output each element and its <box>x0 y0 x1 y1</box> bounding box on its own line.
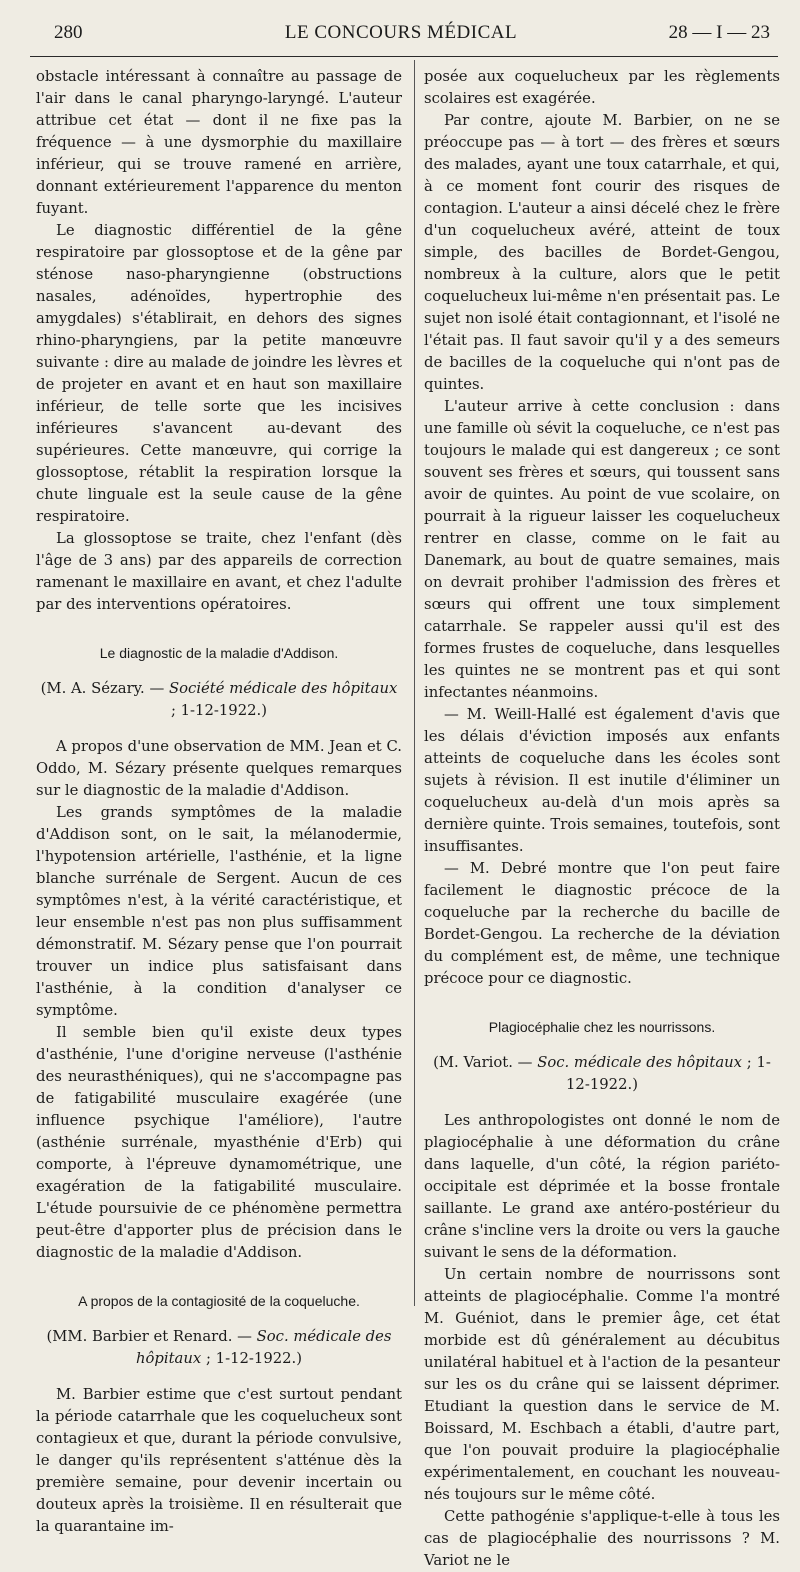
journal-title: LE CONCOURS MÉDICAL <box>284 22 518 43</box>
paragraph: A propos d'une observation de MM. Jean et C. Oddo, M. Sézary présente quelques remarques sur le diagnostic de la maladie d'Addison. <box>36 738 402 799</box>
paragraph: — M. Debré montre que l'on peut faire facilement le diagnostic précoce de la coqueluche par la recherche du bacille de Bordet-Gengou. La recherche de la déviation du complément est, de même, une technique précoce pour ce diagnostic. <box>424 860 780 987</box>
section-reference <box>424 1052 780 1096</box>
paragraph: Les grands symptômes de la maladie d'Addison sont, on le sait, la mélanodermie, l'hypotension artérielle, l'asthénie, et la ligne blanche surrénale de Sergent. Aucun de ces symptômes n'est, à la vérité caractéristique, et leur ensemble n'est pas non plus suffisamment démonstratif. M. Sézary pense que l'on pourrait trouver un indice plus satisfaisant dans l'asthénie, à la condition d'analyser ce symptôme. <box>36 804 402 1019</box>
paragraph: posée aux coquelucheux par les règlements scolaires est exagérée. <box>424 68 780 107</box>
reference-authors: (M. Variot. — <box>433 1054 533 1071</box>
section-title: A propos de la contagiosité de la coqueluche. <box>78 1293 360 1309</box>
paragraph: obstacle intéressant à connaître au passage de l'air dans le canal pharyngo-laryngé. L'auteur attribue cet état — dont il ne fixe pas la fréquence — à une dysmorphie du maxillaire inférieur, qui se trouve ramené en arrière, donnant extérieurement l'apparence du menton fuyant. <box>36 68 402 217</box>
issue-date: 28 — I — 23 <box>668 22 770 43</box>
column-divider <box>414 60 415 1306</box>
section-reference <box>36 678 402 722</box>
reference-society: Société médicale des hôpitaux <box>168 680 398 697</box>
header-rule <box>30 56 778 57</box>
paragraph: Le diagnostic différentiel de la gêne respiratoire par glossoptose et de la gêne par sténose naso-pharyngienne (obstructions nasales, adénoïdes, hypertrophie des amygdales) s'établirait, en dehors des signes rhino-pharyngiens, par la petite manœuvre suivante : dire au malade de joindre les lèvres et de projeter en avant et en haut son maxillaire inférieur, de telle sorte que les incisives inférieures s'avancent au-devant des supérieures. Cette manœuvre, qui corrige la glossoptose, rétablit la respiration lorsque la chute linguale est la seule cause de la gêne respiratoire. <box>36 222 402 525</box>
paragraph: Un certain nombre de nourrissons sont atteints de plagiocéphalie. Comme l'a montré M. Guéniot, dans le premier âge, cet état morbide est dû généralement au décubitus unilatéral habituel et à l'action de la pesanteur sur les os du crâne qui se laissent déprimer. Etudiant la question dans le service de M. Boissard, M. Eschbach a établi, d'autre part, que l'on pouvait produire la plagiocéphalie expérimentalement, en couchant les nouveau-nés toujours sur le même côté. <box>424 1266 780 1503</box>
paragraph: Cette pathogénie s'applique-t-elle à tous les cas de plagiocéphalie des nourrissons ? M. Variot ne le <box>424 1508 780 1569</box>
reference-date: ; 1-12-1922.) <box>205 1350 303 1367</box>
right-column <box>424 66 780 1572</box>
reference-authors: (MM. Barbier et Renard. — <box>46 1328 252 1345</box>
reference-authors: (M. A. Sézary. — <box>40 680 165 697</box>
paragraph: La glossoptose se traite, chez l'enfant (dès l'âge de 3 ans) par des appareils de correction ramenant le maxillaire en avant, et chez l'adulte par des interventions opératoires. <box>36 530 402 613</box>
page-number: 280 <box>54 22 83 43</box>
section-title: Le diagnostic de la maladie d'Addison. <box>99 645 339 661</box>
reference-date: ; 1-12-1922.) <box>566 1054 771 1093</box>
reference-society: Soc. médicale des hôpitaux <box>537 1054 743 1071</box>
reference-date: ; 1-12-1922.) <box>170 702 268 719</box>
paragraph: Par contre, ajoute M. Barbier, on ne se préoccupe pas — à tort — des frères et sœurs des malades, ayant une toux catarrhale, et qui, à ce moment font courir des risques de contagion. L'auteur a ainsi décelé chez le frère d'un coquelucheux avéré, atteint de toux simple, des bacilles de Bordet-Gengou, nombreux à la culture, alors que le petit coquelucheux lui-même n'en présentait pas. Le sujet non isolé était contagionnant, et l'isolé ne l'était pas. Il faut savoir qu'il y a des semeurs de bacilles de la coqueluche qui n'ont pas de quintes. <box>424 112 780 393</box>
section-title: Plagiocéphalie chez les nourrissons. <box>488 1019 716 1035</box>
reference-society: Soc. médicale des hôpitaux <box>135 1328 392 1367</box>
paragraph: — M. Weill-Hallé est également d'avis que les délais d'éviction imposés aux enfants atteints de coqueluche dans les écoles sont sujets à révision. Il est inutile d'éliminer un coquelucheux au-delà d'un mois après sa dernière quinte. Trois semaines, toutefois, sont insuffisantes. <box>424 706 780 855</box>
section-reference <box>36 1326 402 1370</box>
paragraph: Il semble bien qu'il existe deux types d'asthénie, l'une d'origine nerveuse (l'asthénie des neurasthéniques), qui ne s'accompagne pas de fatigabilité musculaire exagérée (une influence psychique l'améliore), l'autre (asthénie surrénale, myasthénie d'Erb) qui comporte, à l'épreuve dynamométrique, une exagération de la fatigabilité musculaire. L'étude poursuivie de ce phénomène permettra peut-être d'apporter plus de précision dans le diagnostic de la maladie d'Addison. <box>36 1024 402 1261</box>
paragraph: Les anthropologistes ont donné le nom de plagiocéphalie à une déformation du crâne dans laquelle, d'un côté, la région pariéto-occipitale est déprimée et la bosse frontale saillante. Le grand axe antéro-postérieur du crâne s'incline vers la droite ou vers la gauche suivant le sens de la déformation. <box>424 1112 780 1261</box>
paragraph: L'auteur arrive à cette conclusion : dans une famille où sévit la coqueluche, ce n'est pas toujours le malade qui est dangereux ; ce sont souvent ses frères et sœurs, qui toussent sans avoir de quintes. Au point de vue scolaire, on pourrait à la rigueur laisser les coquelucheux rentrer en classe, comme on le fait au Danemark, au bout de quatre semaines, mais on devrait prohiber l'admission des frères et sœurs qui offrent une toux simplement catarrhale. Se rappeler aussi qu'il est des formes frustes de coqueluche, dans lesquelles les quintes ne se montrent pas et qui sont infectantes néanmoins. <box>424 398 780 701</box>
page-header <box>32 22 770 50</box>
paragraph: M. Barbier estime que c'est surtout pendant la période catarrhale que les coquelucheux sont contagieux et que, durant la période convulsive, le danger qu'ils représentent s'atténue dès la première semaine, pour devenir incertain ou douteux après la troisième. Il en résulterait que la quarantaine im- <box>36 1386 402 1535</box>
left-column <box>36 66 402 1538</box>
